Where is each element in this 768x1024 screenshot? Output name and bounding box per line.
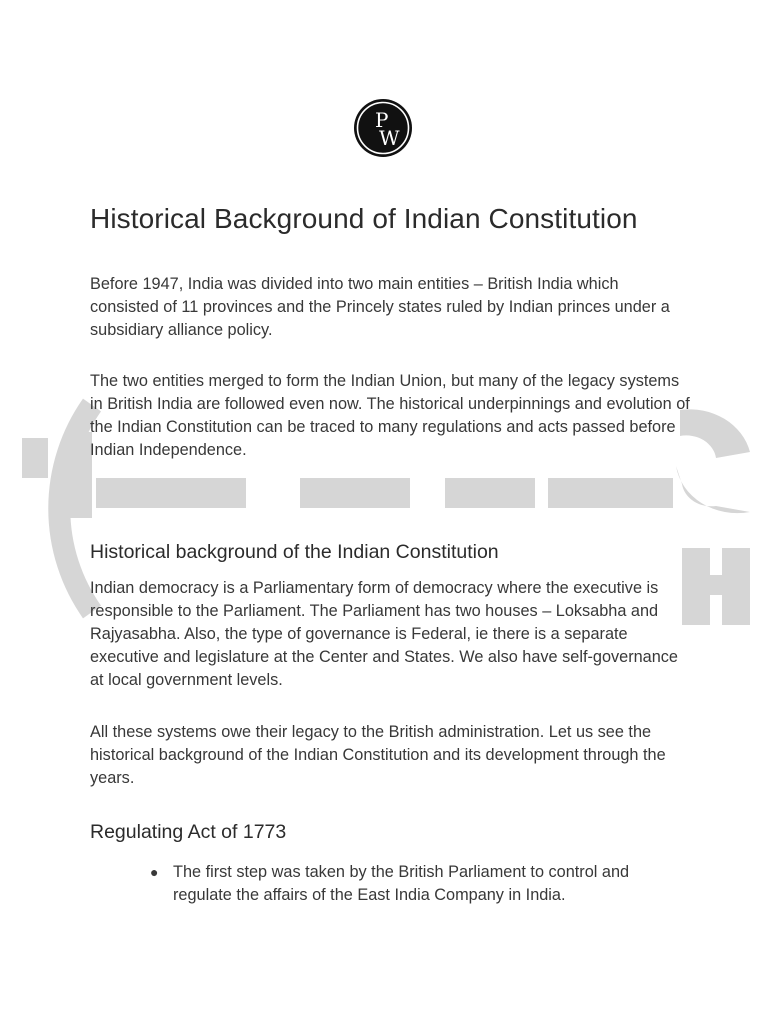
section-paragraph-2: All these systems owe their legacy to the British administration. Let us see the historical background of the Indian Constitution and its development through the years. xyxy=(90,723,666,787)
list-item xyxy=(90,861,690,907)
bullet-marker: ● xyxy=(150,864,159,880)
section-heading-regulating-act: Regulating Act of 1773 xyxy=(90,821,287,843)
bullet-list xyxy=(90,861,690,907)
logo-letter-w: W xyxy=(379,126,400,150)
page-title: Historical Background of Indian Constitution xyxy=(90,203,638,234)
bullet-text: The first step was taken by the British Parliament to control and regulate the affairs of the East India Company in India. xyxy=(173,863,630,904)
intro-paragraph-2: The two entities merged to form the Indian Union, but many of the legacy systems in British India are followed even now. The historical underpinnings and evolution of the Indian Constitution can be traced to many regulations and acts passed before Indian Independence. xyxy=(90,372,690,459)
section-paragraph-1: Indian democracy is a Parliamentary form of democracy where the executive is responsible to the Parliament. The Parliament has two houses – Loksabha and Rajyasabha. Also, the type of governance is Federal, ie there is a separate executive and legislature at the Center and States. We also have self-governance at local government levels. xyxy=(90,579,678,689)
section-heading-background: Historical background of the Indian Constitution xyxy=(90,541,499,563)
pw-logo xyxy=(352,97,414,159)
logo-letter-p: P xyxy=(375,108,389,132)
intro-paragraph-1: Before 1947, India was divided into two main entities – British India which consisted of 11 provinces and the Princely states ruled by Indian princes under a subsidiary alliance policy. xyxy=(90,275,670,339)
